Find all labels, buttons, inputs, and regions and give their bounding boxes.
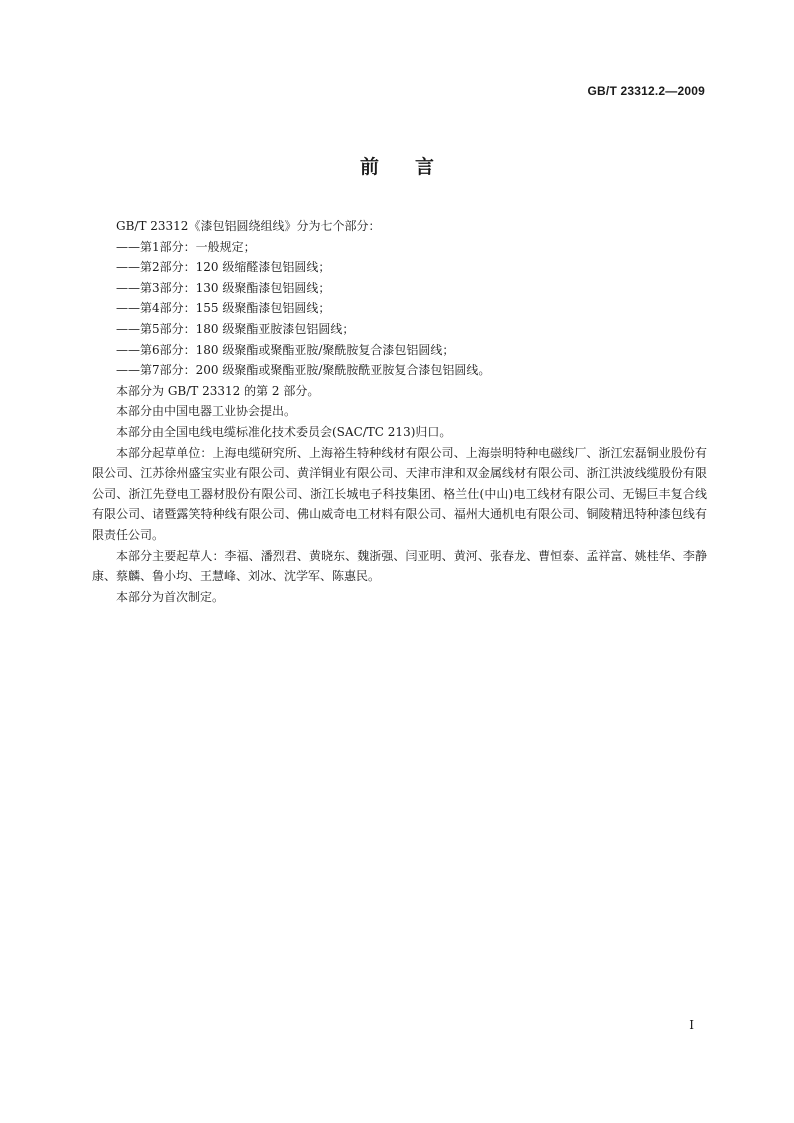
paragraph-proposer: 本部分由中国电器工业协会提出。 [116,404,297,419]
list-item: ——第5部分：180 级聚酯亚胺漆包铝圆线； [116,321,355,336]
list-item: ——第7部分：200 级聚酯或聚酯亚胺/聚酰胺酰亚胺复合漆包铝圆线。 [116,363,491,378]
list-item: ——第3部分：130 级聚酯漆包铝圆线； [116,280,331,295]
list-item: ——第2部分：120 级缩醛漆包铝圆线； [116,260,331,275]
paragraph-drafting-units: 本部分起草单位：上海电缆研究所、上海裕生特种线材有限公司、上海崇明特种电磁线厂、浙江宏磊铜业股份有限公司、江苏徐州盛宝实业有限公司、黄洋铜业有限公司、天津市津和双金属线材有限公司、浙江洪波线缆股份有限公司、浙江先登电工器材股份有限公司、浙江长城电子科技集团、格兰仕(中山)电工线材有限公司、无锡巨丰复合线有限公司、诸暨露笑特种线有限公司、佛山威奇电工材料有限公司、福州大通机电有限公司、铜陵精迅特种漆包线有限责任公司。 [92,445,707,542]
document-body [92,216,707,607]
paragraph-committee: 本部分由全国电线电缆标准化技术委员会(SAC/TC 213)归口。 [116,424,452,439]
intro-paragraph: GB/T 23312《漆包铝圆绕组线》分为七个部分： [116,219,381,233]
standard-code: GB/T 23312.2—2009 [587,84,705,98]
list-item: ——第6部分：180 级聚酯或聚酯亚胺/聚酰胺复合漆包铝圆线； [116,342,455,357]
parts-list [92,237,707,381]
page-title: 前言 [359,156,470,178]
paragraph-first-edition: 本部分为首次制定。 [116,589,225,604]
paragraph-part-number: 本部分为 GB/T 23312 的第 2 部分。 [116,383,320,398]
list-item: ——第1部分：一般规定； [116,239,256,254]
paragraph-drafters: 本部分主要起草人：李福、潘烈君、黄晓东、魏浙强、闫亚明、黄河、张春龙、曹恒泰、孟祥富、姚桂华、李静康、蔡麟、鲁小均、王慧峰、刘冰、沈学军、陈惠民。 [92,548,707,584]
list-item: ——第4部分：155 级聚酯漆包铝圆线； [116,301,331,316]
page-number: I [689,1018,694,1032]
